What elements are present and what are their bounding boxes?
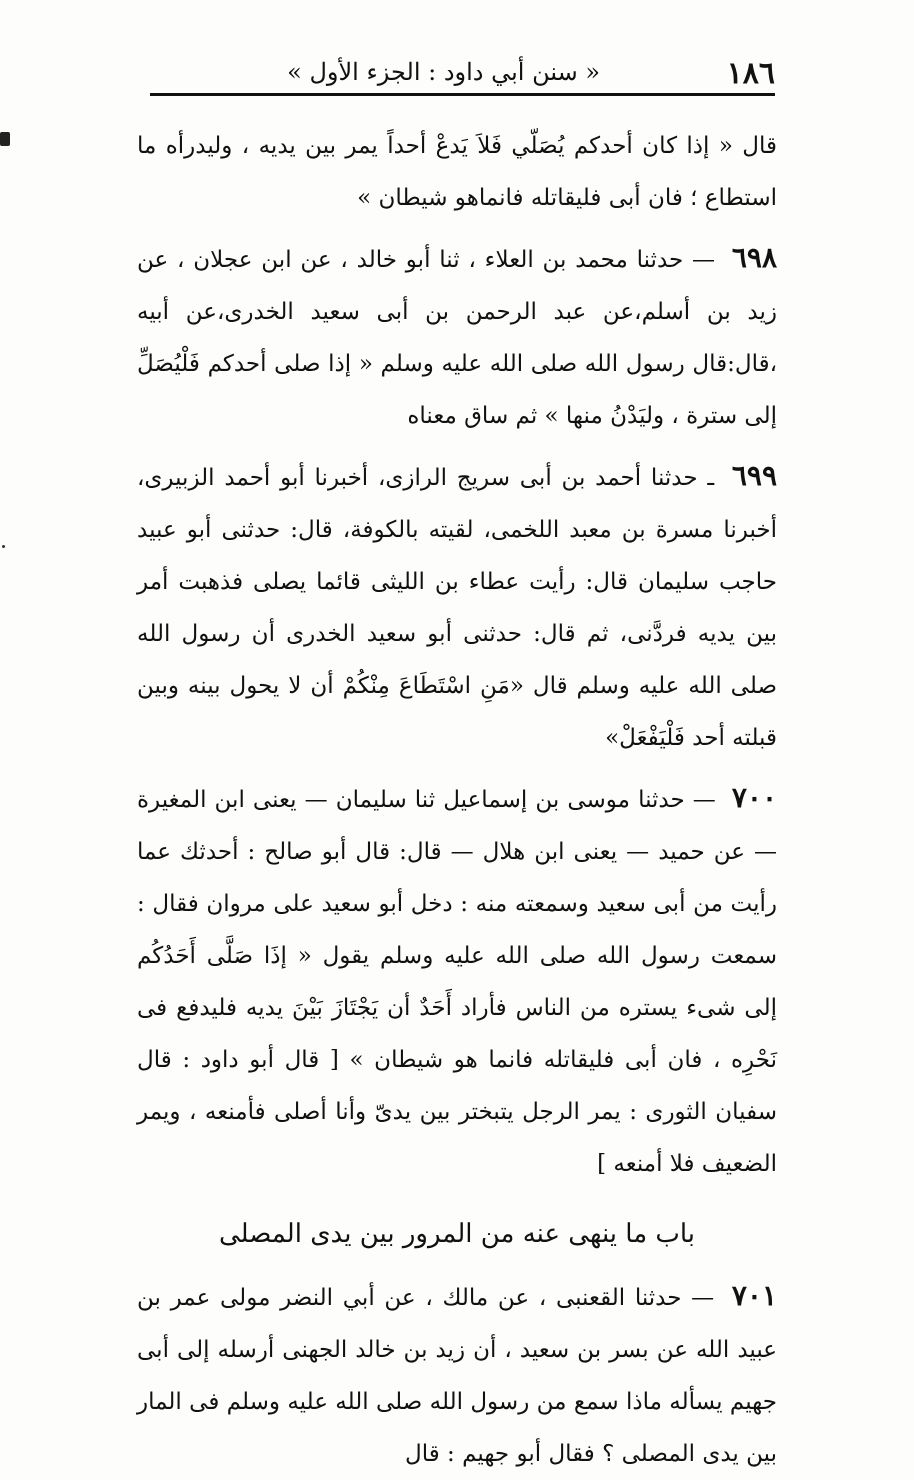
paragraph-text: ـ حدثنا أحمد بن أبى سريج الرازى، أخبرنا أبو أحمد الزبيرى، أخبرنا مسرة بن معبد اللخمى، لقيته بالكوفة، قال: حدثنى أبو عبيد حاجب سليمان قال: رأيت عطاء بن الليثى قائما يصلى فذهبت أمر بين يديه فردَّنى، ثم قال: حدثنى أبو سعيد الخدرى أن رسول الله صلى الله عليه وسلم قال «مَنِ اسْتَطَاعَ مِنْكُمْ أن لا يحول بينه وبين قبلته أحد فَلْيَفْعَلْ» — [137, 465, 777, 751]
paragraph-intro — [137, 120, 777, 224]
header-rule — [150, 93, 775, 96]
paragraph-text: — حدثنا محمد بن العلاء ، ثنا أبو خالد ، عن ابن عجلان ، عن زيد بن أسلم،عن عبد الرحمن بن أبى سعيد الخدرى،عن أبيه ،قال:قال رسول الله صلى الله عليه وسلم « إذا صلى أحدكم فَلْيُصَلِّ إلى سترة ، وليَدْنُ منها » ثم ساق معناه — [137, 247, 777, 429]
margin-dot — [2, 545, 5, 548]
hadith-number: ٧٠١ — [731, 1279, 777, 1312]
page-header — [150, 52, 775, 92]
running-title: « سنن أبي داود : الجزء الأول » — [287, 58, 600, 86]
hadith-698 — [137, 232, 777, 442]
hadith-699 — [137, 450, 777, 764]
hadith-701 — [137, 1270, 777, 1480]
paragraph-text: قال « إذا كان أحدكم يُصَلّي فَلاَ يَدعْ أحداً يمر بين يديه ، وليدرأه ما استطاع ؛ فان أبى فليقاتله فانماهو شيطان » — [137, 133, 777, 211]
chapter-heading: باب ما ينهى عنه من المرور بين يدى المصلى — [218, 1219, 696, 1249]
paragraph-text: — حدثنا موسى بن إسماعيل ثنا سليمان — يعنى ابن المغيرة — عن حميد — يعنى ابن هلال — قال: قال أبو صالح : أحدثك عما رأيت من أبى سعيد وسمعته منه : دخل أبو سعيد على مروان فقال : سمعت رسول الله صلى الله عليه وسلم يقول « إذَا صَلَّى أَحَدُكُم إلى شىء يستره من الناس فأراد أَحَدٌ أن يَجْتَازَ بَيْنَ يديه فليدفع فى نَحْرِه ، فان أبى فليقاتله فانما هو شيطان » [ قال أبو داود : قال سفيان الثورى : يمر الرجل يتبختر بين يدىّ وأنا أصلى فأمنعه ، ويمر الضعيف فلا أمنعه ] — [137, 787, 777, 1177]
page-number: ١٨٦ — [726, 56, 775, 91]
hadith-700 — [137, 772, 777, 1190]
paragraph-text: — حدثنا القعنبى ، عن مالك ، عن أبي النضر مولى عمر بن عبيد الله عن بسر بن سعيد ، أن زيد بن خالد الجهنى أرسله إلى أبى جهيم يسأله ماذا سمع من رسول الله صلى الله عليه وسلم فى المار بين يدى المصلى ؟ فقال أبو جهيم : قال — [137, 1285, 777, 1467]
hadith-number: ٦٩٩ — [731, 459, 777, 492]
hadith-number: ٦٩٨ — [731, 241, 778, 274]
body-text — [137, 120, 777, 1480]
margin-mark — [0, 132, 10, 146]
hadith-number: ٧٠٠ — [731, 781, 778, 814]
